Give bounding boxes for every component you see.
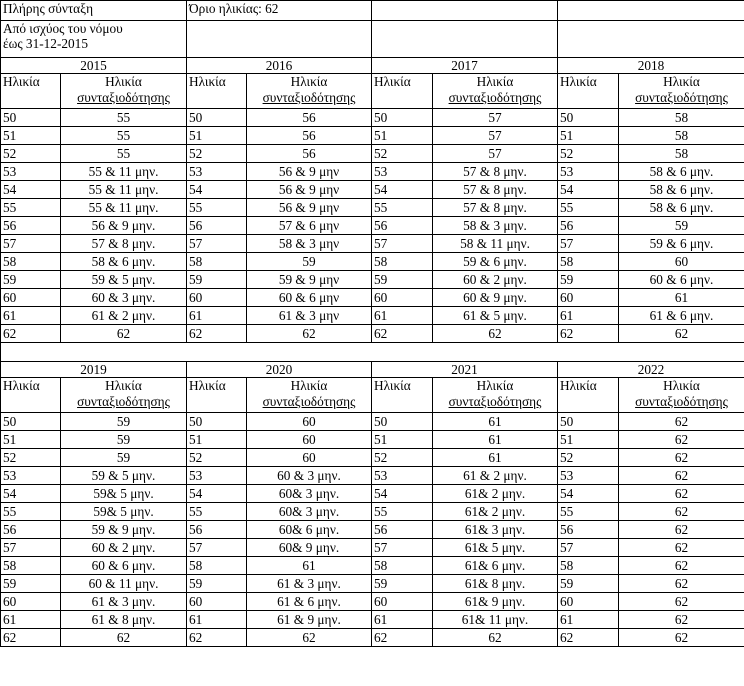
age-column-header: Ηλικία	[372, 378, 433, 413]
empty-cell	[558, 1, 744, 21]
pension-age-cell: 60 & 3 μην.	[61, 289, 187, 307]
pension-age-cell: 62	[619, 575, 744, 593]
table-row	[1, 289, 744, 307]
age-cell: 50	[187, 109, 247, 127]
table-row	[1, 557, 744, 575]
pension-age-header-line-1: Ηλικία	[476, 378, 514, 393]
pension-age-cell: 60 & 6 μην	[247, 289, 372, 307]
pension-age-column-header	[619, 74, 744, 109]
pension-age-cell: 55	[61, 127, 187, 145]
column-header-row	[1, 74, 744, 109]
age-column-header: Ηλικία	[558, 74, 619, 109]
pension-age-cell: 61	[433, 431, 558, 449]
pension-age-cell: 62	[619, 503, 744, 521]
pension-age-header-line-2: συνταξιοδότησης	[635, 90, 728, 105]
age-cell: 62	[187, 325, 247, 343]
pension-age-cell: 57	[433, 109, 558, 127]
age-cell: 51	[372, 431, 433, 449]
table-row	[1, 253, 744, 271]
pension-age-cell: 61& 5 μην.	[433, 539, 558, 557]
age-cell: 60	[1, 593, 61, 611]
empty-cell	[372, 21, 558, 58]
age-column-header: Ηλικία	[1, 378, 61, 413]
age-cell: 50	[558, 413, 619, 431]
pension-age-cell: 62	[619, 629, 744, 647]
pension-age-cell: 58 & 3 μην.	[433, 217, 558, 235]
age-cell: 62	[372, 325, 433, 343]
pension-age-cell: 59	[61, 449, 187, 467]
pension-age-header-line-2: συνταξιοδότησης	[77, 394, 170, 409]
age-cell: 56	[1, 217, 61, 235]
age-cell: 53	[1, 467, 61, 485]
age-cell: 54	[187, 485, 247, 503]
age-cell: 52	[187, 449, 247, 467]
table-row	[1, 145, 744, 163]
age-cell: 53	[372, 163, 433, 181]
age-cell: 59	[187, 575, 247, 593]
pension-age-cell: 60 & 6 μην.	[61, 557, 187, 575]
pension-age-cell: 61 & 2 μην.	[61, 307, 187, 325]
table-row	[1, 485, 744, 503]
pension-age-cell: 62	[433, 325, 558, 343]
age-cell: 57	[558, 235, 619, 253]
age-cell: 62	[558, 629, 619, 647]
table-row	[1, 449, 744, 467]
pension-age-cell: 57 & 8 μην.	[433, 181, 558, 199]
age-cell: 55	[1, 199, 61, 217]
pension-age-header-line-2: συνταξιοδότησης	[262, 90, 356, 105]
table-row	[1, 271, 744, 289]
pension-age-header-line-2: συνταξιοδότησης	[448, 394, 542, 409]
age-cell: 62	[558, 325, 619, 343]
age-cell: 50	[372, 109, 433, 127]
year-row	[1, 58, 744, 74]
age-cell: 51	[1, 127, 61, 145]
table-row	[1, 181, 744, 199]
table-row	[1, 629, 744, 647]
pension-age-cell: 61 & 3 μην	[247, 307, 372, 325]
age-cell: 58	[1, 253, 61, 271]
pension-age-cell: 61& 2 μην.	[433, 503, 558, 521]
pension-age-cell: 61& 11 μην.	[433, 611, 558, 629]
age-column-header: Ηλικία	[1, 74, 61, 109]
pension-age-column-header	[61, 378, 187, 413]
empty-cell	[372, 1, 558, 21]
age-cell: 51	[558, 127, 619, 145]
table-row	[1, 127, 744, 145]
age-cell: 55	[1, 503, 61, 521]
pension-age-cell: 58 & 3 μην	[247, 235, 372, 253]
pension-age-cell: 56 & 9 μην	[247, 181, 372, 199]
age-cell: 62	[187, 629, 247, 647]
pension-age-cell: 59 & 6 μην.	[433, 253, 558, 271]
age-cell: 51	[372, 127, 433, 145]
pension-age-cell: 62	[619, 485, 744, 503]
age-cell: 58	[372, 253, 433, 271]
empty-cell	[558, 21, 744, 58]
age-cell: 61	[558, 611, 619, 629]
age-cell: 57	[372, 539, 433, 557]
age-cell: 51	[558, 431, 619, 449]
table-row	[1, 611, 744, 629]
pension-age-cell: 60	[247, 413, 372, 431]
age-cell: 60	[558, 593, 619, 611]
age-cell: 61	[187, 307, 247, 325]
pension-age-cell: 60 & 6 μην.	[619, 271, 744, 289]
table-row	[1, 307, 744, 325]
law-validity-line-2: έως 31-12-2015	[3, 36, 88, 51]
pension-age-cell: 57	[433, 145, 558, 163]
pension-age-cell: 59& 5 μην.	[61, 485, 187, 503]
age-cell: 50	[558, 109, 619, 127]
pension-age-cell: 59	[247, 253, 372, 271]
pension-age-cell: 61	[433, 449, 558, 467]
age-cell: 56	[372, 521, 433, 539]
age-cell: 61	[1, 611, 61, 629]
age-cell: 57	[187, 235, 247, 253]
pension-age-cell: 59	[619, 217, 744, 235]
age-cell: 58	[558, 253, 619, 271]
pension-age-cell: 62	[619, 449, 744, 467]
pension-age-column-header	[61, 74, 187, 109]
pension-age-cell: 56	[247, 127, 372, 145]
age-cell: 56	[1, 521, 61, 539]
pension-age-cell: 57 & 8 μην.	[61, 235, 187, 253]
pension-age-cell: 58	[619, 109, 744, 127]
table-row	[1, 503, 744, 521]
age-cell: 60	[187, 289, 247, 307]
pension-age-cell: 60 & 11 μην.	[61, 575, 187, 593]
age-cell: 54	[372, 181, 433, 199]
year-row	[1, 362, 744, 378]
pension-age-cell: 61& 8 μην.	[433, 575, 558, 593]
pension-age-cell: 60	[247, 431, 372, 449]
year-header: 2015	[1, 58, 187, 74]
age-cell: 61	[187, 611, 247, 629]
pension-age-cell: 61 & 6 μην.	[247, 593, 372, 611]
pension-age-cell: 62	[619, 467, 744, 485]
age-cell: 59	[187, 271, 247, 289]
age-cell: 62	[1, 629, 61, 647]
table-row	[1, 109, 744, 127]
pension-age-cell: 56 & 9 μην.	[61, 217, 187, 235]
age-cell: 52	[558, 145, 619, 163]
pension-age-cell: 61 & 9 μην.	[247, 611, 372, 629]
age-cell: 57	[1, 539, 61, 557]
age-cell: 54	[372, 485, 433, 503]
age-cell: 61	[558, 307, 619, 325]
pension-age-cell: 61 & 3 μην.	[247, 575, 372, 593]
pension-age-cell: 61& 3 μην.	[433, 521, 558, 539]
age-cell: 57	[372, 235, 433, 253]
full-pension-label: Πλήρης σύνταξη	[1, 1, 187, 21]
pension-age-cell: 61& 9 μην.	[433, 593, 558, 611]
age-cell: 55	[558, 503, 619, 521]
pension-age-cell: 62	[61, 629, 187, 647]
empty-cell	[187, 21, 372, 58]
age-cell: 52	[372, 449, 433, 467]
age-cell: 52	[1, 145, 61, 163]
age-cell: 55	[558, 199, 619, 217]
pension-age-cell: 59	[61, 413, 187, 431]
age-limit-label: Όριο ηλικίας: 62	[187, 1, 372, 21]
pension-age-cell: 55	[61, 145, 187, 163]
pension-age-cell: 60 & 2 μην.	[61, 539, 187, 557]
age-cell: 60	[558, 289, 619, 307]
pension-age-cell: 61 & 5 μην.	[433, 307, 558, 325]
pension-age-cell: 59& 5 μην.	[61, 503, 187, 521]
pension-age-cell: 61 & 3 μην.	[61, 593, 187, 611]
age-cell: 53	[558, 467, 619, 485]
age-column-header: Ηλικία	[372, 74, 433, 109]
pension-age-header-line-1: Ηλικία	[105, 74, 142, 89]
table-row	[1, 575, 744, 593]
age-cell: 52	[187, 145, 247, 163]
age-cell: 52	[372, 145, 433, 163]
age-cell: 51	[1, 431, 61, 449]
pension-age-cell: 62	[619, 413, 744, 431]
year-header: 2021	[372, 362, 558, 378]
pension-age-cell: 58 & 6 μην.	[619, 163, 744, 181]
pension-age-cell: 58 & 6 μην.	[61, 253, 187, 271]
age-cell: 56	[372, 217, 433, 235]
age-cell: 56	[187, 217, 247, 235]
pension-age-cell: 59 & 5 μην.	[61, 271, 187, 289]
table-row	[1, 235, 744, 253]
pension-age-cell: 61	[247, 557, 372, 575]
pension-age-header-line-1: Ηλικία	[290, 74, 328, 89]
table-row	[1, 539, 744, 557]
year-header: 2016	[187, 58, 372, 74]
pension-age-cell: 62	[247, 325, 372, 343]
age-cell: 55	[187, 503, 247, 521]
table-row	[1, 431, 744, 449]
age-cell: 58	[187, 253, 247, 271]
spacer-row	[1, 343, 744, 362]
age-cell: 50	[187, 413, 247, 431]
table-row	[1, 593, 744, 611]
age-cell: 53	[1, 163, 61, 181]
year-header: 2018	[558, 58, 744, 74]
pension-age-cell: 61 & 6 μην.	[619, 307, 744, 325]
pension-age-cell: 62	[619, 539, 744, 557]
age-cell: 61	[372, 611, 433, 629]
age-cell: 56	[187, 521, 247, 539]
pension-age-column-header	[247, 74, 372, 109]
pension-age-cell: 61	[433, 413, 558, 431]
pension-age-cell: 57 & 8 μην.	[433, 199, 558, 217]
pension-age-cell: 55 & 11 μην.	[61, 181, 187, 199]
pension-age-header-line-1: Ηλικία	[290, 378, 328, 393]
age-cell: 54	[1, 181, 61, 199]
table-row	[1, 413, 744, 431]
pension-age-header-line-1: Ηλικία	[663, 378, 700, 393]
age-cell: 61	[1, 307, 61, 325]
pension-age-cell: 60 & 3 μην.	[247, 467, 372, 485]
pension-age-cell: 58 & 11 μην.	[433, 235, 558, 253]
age-cell: 57	[558, 539, 619, 557]
pension-age-cell: 59	[61, 431, 187, 449]
spacer-cell	[1, 343, 744, 362]
column-header-row	[1, 378, 744, 413]
pension-age-cell: 60 & 9 μην.	[433, 289, 558, 307]
age-cell: 53	[187, 163, 247, 181]
pension-age-header-line-2: συνταξιοδότησης	[448, 90, 542, 105]
age-cell: 59	[372, 271, 433, 289]
age-cell: 62	[1, 325, 61, 343]
age-cell: 60	[1, 289, 61, 307]
pension-age-cell: 59 & 9 μην.	[61, 521, 187, 539]
age-cell: 56	[558, 217, 619, 235]
pension-age-cell: 62	[619, 431, 744, 449]
pension-age-cell: 56 & 9 μην	[247, 163, 372, 181]
table-row	[1, 217, 744, 235]
age-cell: 56	[558, 521, 619, 539]
table-row	[1, 163, 744, 181]
pension-age-header-line-2: συνταξιοδότησης	[262, 394, 356, 409]
pension-age-cell: 62	[619, 557, 744, 575]
age-cell: 55	[372, 503, 433, 521]
age-cell: 50	[1, 109, 61, 127]
pension-age-cell: 61	[619, 289, 744, 307]
pension-age-header-line-2: συνταξιοδότησης	[77, 90, 170, 105]
pension-age-cell: 60& 3 μην.	[247, 503, 372, 521]
pension-age-cell: 59 & 6 μην.	[619, 235, 744, 253]
pension-age-cell: 60 & 2 μην.	[433, 271, 558, 289]
pension-age-column-header	[433, 378, 558, 413]
table-row	[1, 467, 744, 485]
age-cell: 60	[372, 593, 433, 611]
age-column-header: Ηλικία	[187, 74, 247, 109]
header-row-1	[1, 1, 744, 21]
year-header: 2017	[372, 58, 558, 74]
pension-age-cell: 58 & 6 μην.	[619, 199, 744, 217]
age-cell: 51	[187, 127, 247, 145]
age-cell: 59	[372, 575, 433, 593]
pension-age-cell: 55 & 11 μην.	[61, 163, 187, 181]
pension-age-cell: 61& 6 μην.	[433, 557, 558, 575]
age-cell: 50	[372, 413, 433, 431]
table-row	[1, 521, 744, 539]
age-cell: 50	[1, 413, 61, 431]
age-cell: 52	[1, 449, 61, 467]
age-cell: 59	[558, 575, 619, 593]
age-column-header: Ηλικία	[187, 378, 247, 413]
pension-age-column-header	[619, 378, 744, 413]
pension-age-cell: 61 & 8 μην.	[61, 611, 187, 629]
pension-age-header-line-1: Ηλικία	[663, 74, 700, 89]
pension-age-cell: 62	[619, 521, 744, 539]
age-cell: 59	[1, 575, 61, 593]
pension-age-cell: 56	[247, 109, 372, 127]
pension-age-cell: 62	[433, 629, 558, 647]
pension-age-cell: 57 & 6 μην	[247, 217, 372, 235]
age-column-header: Ηλικία	[558, 378, 619, 413]
year-header: 2020	[187, 362, 372, 378]
pension-age-cell: 60	[619, 253, 744, 271]
age-cell: 54	[1, 485, 61, 503]
age-cell: 59	[1, 271, 61, 289]
age-cell: 53	[372, 467, 433, 485]
age-cell: 60	[372, 289, 433, 307]
age-cell: 58	[1, 557, 61, 575]
pension-age-cell: 62	[619, 325, 744, 343]
age-cell: 55	[372, 199, 433, 217]
age-cell: 58	[187, 557, 247, 575]
pension-age-cell: 55 & 11 μην.	[61, 199, 187, 217]
pension-age-cell: 59 & 9 μην	[247, 271, 372, 289]
age-cell: 62	[372, 629, 433, 647]
pension-age-cell: 62	[619, 611, 744, 629]
pension-age-cell: 57	[433, 127, 558, 145]
law-validity-line-1: Από ισχύος του νόμου	[3, 21, 123, 36]
header-row-2	[1, 21, 744, 58]
age-cell: 51	[187, 431, 247, 449]
pension-age-cell: 60& 3 μην.	[247, 485, 372, 503]
table-row	[1, 325, 744, 343]
pension-age-cell: 57 & 8 μην.	[433, 163, 558, 181]
age-cell: 53	[558, 163, 619, 181]
age-cell: 60	[187, 593, 247, 611]
age-cell: 54	[558, 181, 619, 199]
pension-age-cell: 61& 2 μην.	[433, 485, 558, 503]
pension-age-cell: 55	[61, 109, 187, 127]
pension-age-column-header	[433, 74, 558, 109]
age-cell: 57	[1, 235, 61, 253]
pension-age-cell: 62	[619, 593, 744, 611]
pension-age-cell: 60& 6 μην.	[247, 521, 372, 539]
age-cell: 57	[187, 539, 247, 557]
pension-age-cell: 60	[247, 449, 372, 467]
age-cell: 53	[187, 467, 247, 485]
pension-age-header-line-1: Ηλικία	[105, 378, 142, 393]
year-header: 2019	[1, 362, 187, 378]
pension-age-cell: 58 & 6 μην.	[619, 181, 744, 199]
age-cell: 54	[187, 181, 247, 199]
pension-age-column-header	[247, 378, 372, 413]
age-cell: 59	[558, 271, 619, 289]
pension-age-cell: 58	[619, 127, 744, 145]
age-cell: 58	[372, 557, 433, 575]
pension-age-header-line-2: συνταξιοδότησης	[635, 394, 728, 409]
age-cell: 52	[558, 449, 619, 467]
age-cell: 58	[558, 557, 619, 575]
year-header: 2022	[558, 362, 744, 378]
age-cell: 54	[558, 485, 619, 503]
pension-age-header-line-1: Ηλικία	[476, 74, 514, 89]
pension-age-cell: 60& 9 μην.	[247, 539, 372, 557]
pension-age-cell: 61 & 2 μην.	[433, 467, 558, 485]
pension-age-cell: 58	[619, 145, 744, 163]
table-row	[1, 199, 744, 217]
age-cell: 55	[187, 199, 247, 217]
pension-age-cell: 59 & 5 μην.	[61, 467, 187, 485]
pension-age-cell: 56 & 9 μην	[247, 199, 372, 217]
pension-age-cell: 56	[247, 145, 372, 163]
law-validity-label	[1, 21, 187, 58]
age-cell: 61	[372, 307, 433, 325]
pension-age-cell: 62	[247, 629, 372, 647]
pension-age-cell: 62	[61, 325, 187, 343]
